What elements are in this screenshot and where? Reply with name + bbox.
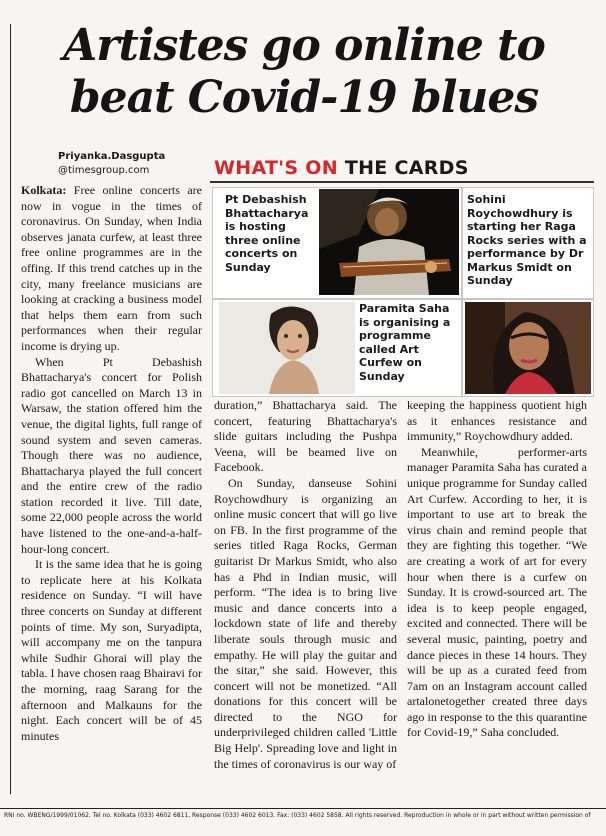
photo-paramita xyxy=(219,302,355,394)
portrait-photo-icon xyxy=(219,302,355,394)
whats-on-box xyxy=(210,157,594,397)
box-rule xyxy=(210,181,594,183)
byline-author: Priyanka.Dasgupta xyxy=(58,151,166,162)
paragraph-5: On Sunday, danseuse Sohini Roychowdhury is organizing an online music concert that will go live on FB. In the first programme of the series titled Raga Rocks, German guitarist Dr Markus Smidt, who also has a Phd in Indian music, will perform. “The idea is to bring live music and dance concerts into a lockdown state of life and thereby liberate souls through music and empathy. He will play the guitar and the sitar,” she said. However, this concert will not be monetized. “All donations for this concert will be directed to the NGO for underprivileged children called 'Little Big Help'. Spreading love and light in the times of coronavirus is our way of xyxy=(214,475,397,771)
panel-paramita xyxy=(212,299,462,397)
paragraph-3: It is the same idea that he is going to replicate here at his Kolkata residence on Sunday. “I will have three concerts on Sunday at different points of time. My son, Suryadipta, will accompany me on the tanpura while Sudhir Ghorai will play the tabla. I have chosen raag Bhairavi for the morning, raag Sarang for the afternoon and Malkauns for the night. Each concert will be of 45 minutes xyxy=(21,557,202,743)
caption-sohini: Sohini Roychowdhury is starting her Raga Rocks series with a performance by Dr Markus Smidt on Sunday xyxy=(467,193,587,287)
paragraph-7: Meanwhile, performer-arts manager Paramita Saha has curated a unique programme for Sunday called Art Curfew. According to her, it is important to use art to break the virus chain and remind people that they are fighting this together. “We are creating a work of art for every hour when there is a curfew on Sunday. It is crowd-sourced art. The idea is to keep people engaged, excited and connected. There will be several music, painting, poetry and dance pieces in these 14 hours. They will be up as a curated feed from 7am on an Instagram account called artalonetogether created three days ago in response to the this quarantine for Covid-19,” Saha concluded. xyxy=(407,444,587,740)
headline-line-2: beat Covid-19 blues xyxy=(69,72,539,123)
portrait-photo-icon xyxy=(465,302,591,394)
photo-sohini xyxy=(465,302,591,394)
headline-line-1: Artistes go online to xyxy=(63,20,545,71)
panel-debashish xyxy=(212,187,462,299)
caption-debashish: Pt Debashish Bhattacharya is hosting three online concerts on Sunday xyxy=(225,193,309,274)
paragraph-6: keeping the happiness quotient high as it enhances resistance and immunity,” Roychowdhury added. xyxy=(407,398,587,444)
box-title-rest: THE CARDS xyxy=(337,157,469,179)
headline xyxy=(24,20,584,124)
column-rule xyxy=(10,24,11,794)
byline-email: @timesgroup.com xyxy=(58,165,150,176)
article-column-1 xyxy=(21,183,202,744)
paragraph-1-text: Free online concerts are now in vogue in the times of coronavirus. On Sunday, when India observes janata curfew, at least three free online programmes are in the offing. If this trend catches up in the city, many freelance musicians are looking at cracking a business model that helps them earn from such performances when their regular income is drying up. xyxy=(21,183,202,353)
panel-sohini xyxy=(462,187,594,299)
panel-sohini-photo xyxy=(462,299,594,397)
byline xyxy=(58,150,165,178)
paragraph-4: duration,” Bhattacharya said. The concert, featuring Bhattacharya's slide guitars including the Pushpa Veena, will be beamed live on Facebook. xyxy=(214,398,397,475)
paragraph-2: When Pt Debashish Bhattacharya's concert for Polish radio got cancelled on March 13 in Warsaw, the station offered him the venue, the digital lights, full range of sound system and seven cameras. Though there was no audience, Bhattacharya played the full concert and the entire crew of the radio station recorded it live. Till date, some 22,000 people across the world have listened to the one-and-a-half-hour-long concert. xyxy=(21,354,202,556)
article-column-3 xyxy=(407,398,587,741)
dateline: Kolkata: xyxy=(21,183,67,197)
musician-photo-icon xyxy=(319,189,459,295)
caption-paramita: Paramita Saha is organising a programme called Art Curfew on Sunday xyxy=(359,302,451,383)
article-column-2 xyxy=(214,398,397,772)
photo-debashish xyxy=(319,189,459,295)
box-title xyxy=(214,157,469,179)
paragraph-1 xyxy=(21,183,202,355)
footer-imprint: RNI no. WBENG/1999/01062. Tel no. Kolkata (033) 4602 6811, Response (033) 4602 6013. Fax: (033) 4602 5858. All rights reserved. Reproduction in whole or in part without written permission of xyxy=(0,808,606,823)
box-title-highlight: WHAT'S ON xyxy=(214,157,338,179)
